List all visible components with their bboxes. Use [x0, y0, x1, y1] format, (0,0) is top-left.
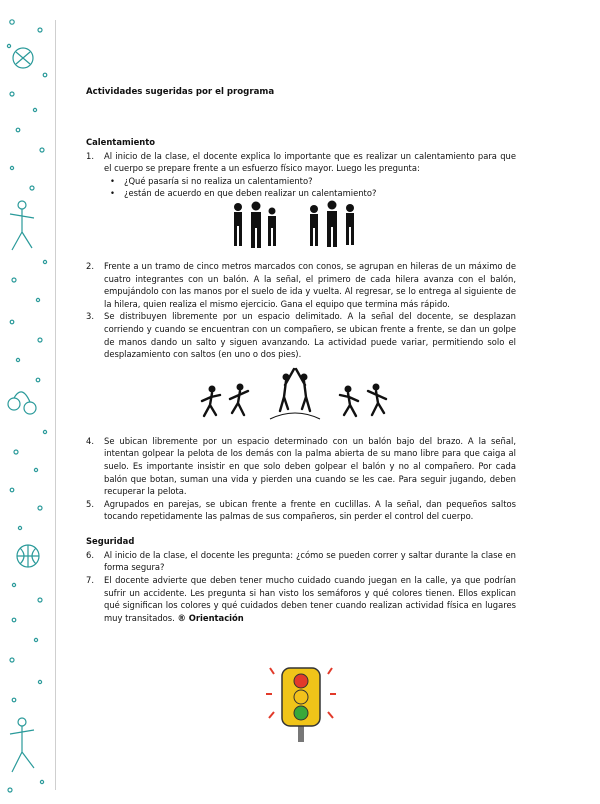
margin-doodles: [0, 0, 60, 800]
activity-item-1: [86, 150, 516, 175]
item-text: Se distribuyen libremente por un espacio delimitado. A la señal del docente, se desplazan corriendo y cuando se encuentran con un compañero, se ubican frente a frente, se dan un golpe de manos dando un salto y siguen avanzando. La actividad puede variar, permitiendo solo el desplazamiento con saltos (en uno o dos pies).: [104, 311, 516, 360]
item-text: Al inicio de la clase, el docente explica lo importante que es realizar un calentamiento para que el cuerpo se prepare frente a un esfuerzo físico mayor. Luego les pregunta:: [104, 150, 516, 174]
section-heading-warmup: Calentamiento: [86, 136, 155, 147]
activity-item-3: [86, 310, 516, 360]
children-silhouettes-illustration: [226, 200, 376, 250]
section-heading-safety: Seguridad: [86, 536, 135, 547]
item-number: 5.: [86, 498, 94, 509]
question-list: [86, 175, 516, 200]
question-item: • ¿están de acuerdo en que deben realizar un calentamiento?: [124, 187, 516, 200]
question-item: • ¿Qué pasaría si no realiza un calentamiento?: [124, 175, 516, 188]
item-text: [104, 574, 516, 624]
traffic-light-icon: [266, 664, 336, 744]
figure-standing-children: [86, 200, 516, 250]
activity-item-4: [86, 435, 516, 498]
item-number: 1.: [86, 150, 94, 161]
activity-item-6: [86, 549, 516, 574]
figure-jumping-children: [86, 361, 516, 423]
item-text: Al inicio de la clase, el docente les pregunta: ¿cómo se pueden correr y saltar durante la clase en forma segura?: [104, 549, 516, 573]
decorative-margin: [0, 0, 60, 800]
jumping-children-illustration: [196, 361, 406, 423]
page-title: Actividades sugeridas por el programa: [86, 87, 275, 97]
item-number: 2.: [86, 260, 94, 271]
item-number: 4.: [86, 435, 94, 446]
item-number: 6.: [86, 549, 94, 560]
item-text: Agrupados en parejas, se ubican frente a frente en cuclillas. A la señal, dan pequeños saltos tocando repetidamente las palmas de sus compañeros, sin perder el control del cuerpo.: [104, 498, 516, 522]
item-number: 7.: [86, 574, 94, 585]
item-7-body: El docente advierte que deben tener mucho cuidado cuando juegan en la calle, ya que podrían sufrir un accidente. Les pregunta si han visto los semáforos y qué colores tienen. Ellos explican qué significan los colores y qué cuidados deben tener cuando realizan actividad física en lugares muy transitados.: [104, 574, 516, 623]
orientation-marker: ® Orientación: [177, 612, 244, 623]
document-body: [86, 86, 516, 744]
item-text: Frente a un tramo de cinco metros marcados con conos, se agrupan en hileras de un máximo de cuatro integrantes con un balón. A la señal, el primero de cada hilera avanza con el balón, empujándolo con las manos por el suelo de ida y vuelta. Al regresar, se lo entrega al siguiente de la hilera, quien realiza el mismo ejercicio. Gana el equipo que termina más rápido.: [104, 260, 516, 309]
figure-traffic-light: [86, 664, 516, 744]
activity-item-5: [86, 498, 516, 523]
activity-item-2: [86, 260, 516, 310]
margin-divider: [55, 20, 56, 790]
activity-item-7: [86, 574, 516, 624]
item-text: Se ubican libremente por un espacio determinado con un balón bajo del brazo. A la señal, intentan golpear la pelota de los demás con la palma abierta de su mano libre para que caiga al suelo. Es importante insistir en que solo deben golpear el balón y no al compañero. Por cada balón que botan, suman una vida y pierden una cuando se les cae. Para seguir jugando, deben recuperar la pelota.: [104, 435, 516, 497]
item-number: 3.: [86, 311, 94, 322]
